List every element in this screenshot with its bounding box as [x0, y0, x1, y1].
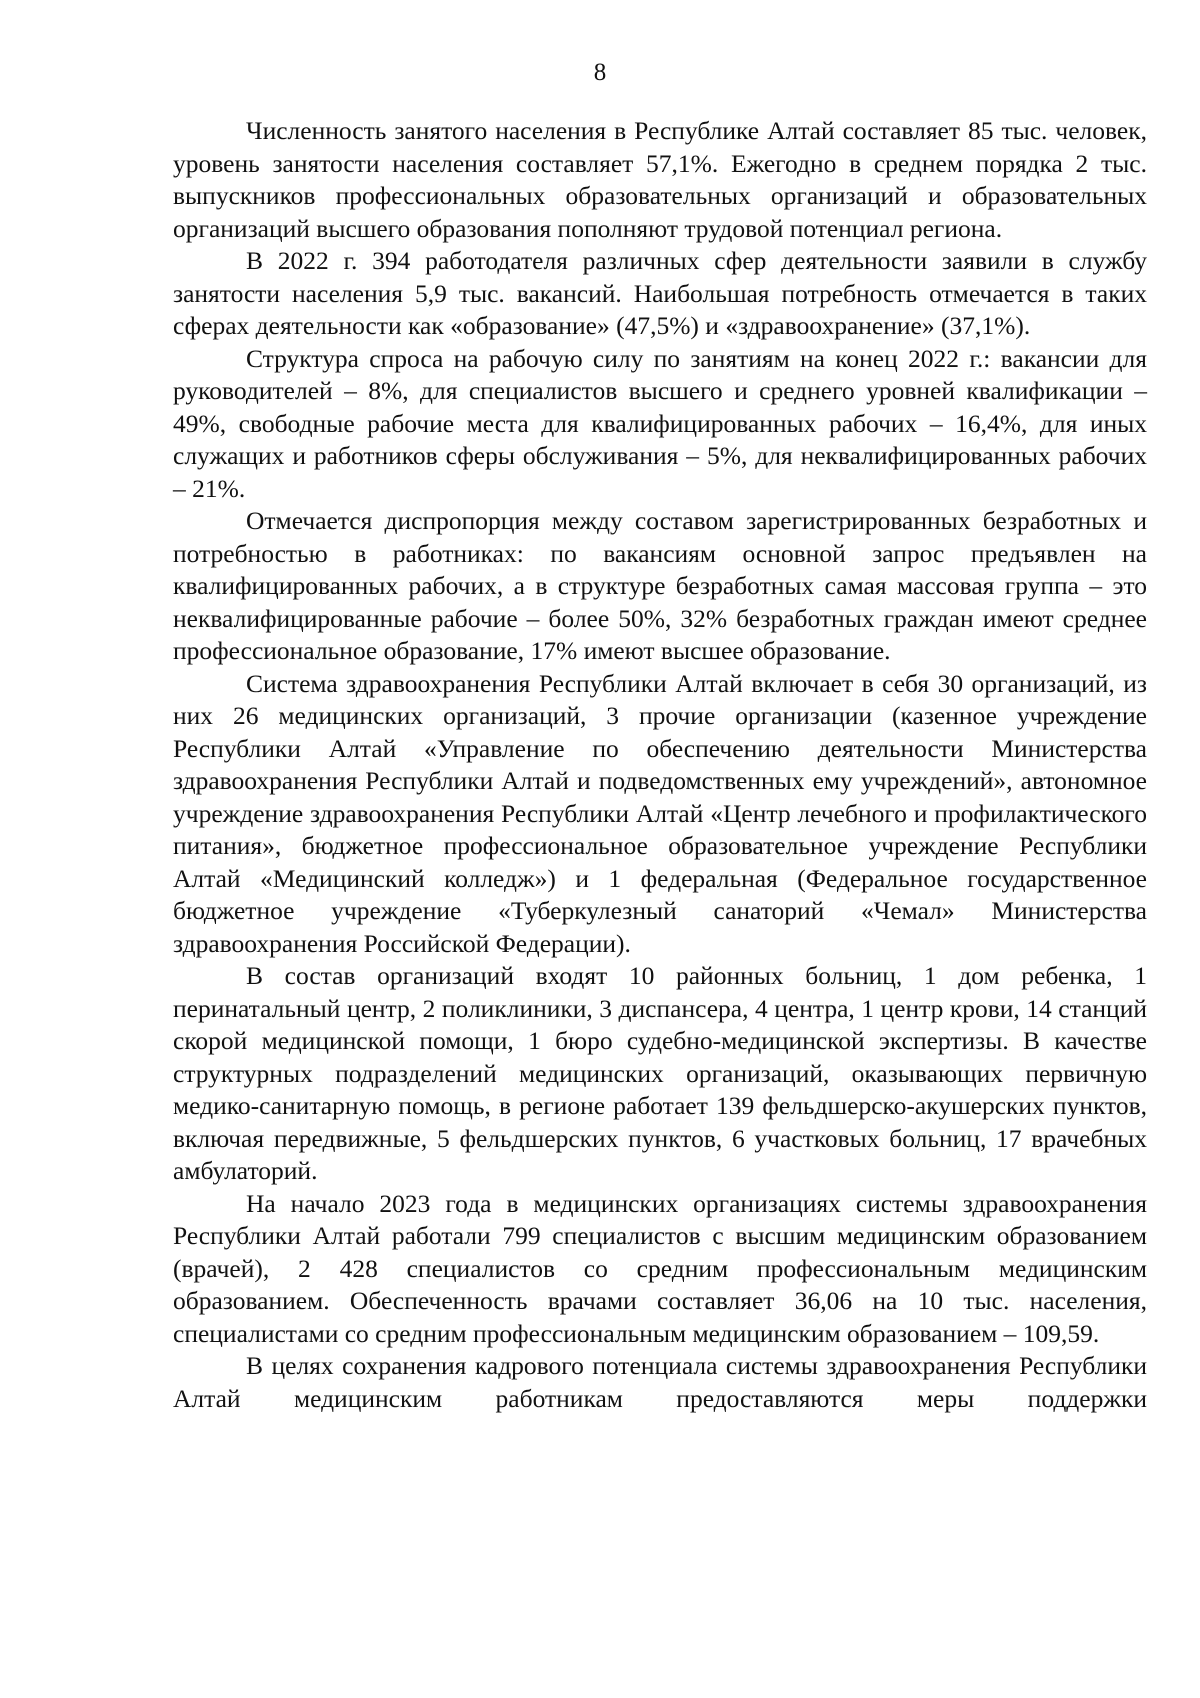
paragraph-disproportion: Отмечается диспропорция между составом зарегистрированных безработных и потребностью в работниках: по вакансиям основной запрос предъявлен на квалифицированных рабочих, а в структуре безработных самая массовая группа – это неквалифицированные рабочие – более 50%, 32% безработных граждан имеют среднее профессиональное образование, 17% имеют высшее образование. — [173, 506, 1147, 665]
paragraph-healthcare-system: Система здравоохранения Республики Алтай включает в себя 30 организаций, из них 26 медицинских организаций, 3 прочие организации (казенное учреждение Республики Алтай «Управление по обеспечению деятельности Министерства здравоохранения Республики Алтай и подведомственных ему учреждений», автономное учреждение здравоохранения Республики Алтай «Центр лечебного и профилактического питания», бюджетное профессиональное образовательное учреждение Республики Алтай «Медицинский колледж») и 1 федеральная (Федеральное государственное бюджетное учреждение «Туберкулезный санаторий «Чемал» Министерства здравоохранения Российской Федерации). — [173, 668, 1147, 958]
page-number: 8 — [593, 59, 607, 86]
paragraph-organizations: В состав организаций входят 10 районных больниц, 1 дом ребенка, 1 перинатальный центр, 2 поликлиники, 3 диспансера, 4 центра, 1 центр крови, 14 станций скорой медицинской помощи, 1 бюро судебно-медицинской экспертизы. В качестве структурных подразделений медицинских организаций, оказывающих первичную медико-санитарную помощь, в регионе работает 139 фельдшерско-акушерских пунктов, включая передвижные, 5 фельдшерских пунктов, 6 участковых больниц, 17 врачебных амбулаторий. — [173, 961, 1147, 1185]
paragraph-staffing: На начало 2023 года в медицинских организациях системы здравоохранения Республики Алтай работали 799 специалистов с высшим медицинским образованием (врачей), 2 428 специалистов со средним профессиональным медицинским образованием. Обеспеченность врачами составляет 36,06 на 10 тыс. населения, специалистами со средним профессиональным медицинским образованием – 109,59. — [173, 1188, 1147, 1348]
document-body — [173, 115, 1147, 1415]
paragraph-vacancies: В 2022 г. 394 работодателя различных сфер деятельности заявили в службу занятости населения 5,9 тыс. вакансий. Наибольшая потребность отмечается в таких сферах деятельности как «образование» (47,5%) и «здравоохранение» (37,1%). — [173, 246, 1147, 340]
paragraph-support-measures: В целях сохранения кадрового потенциала системы здравоохранения Республики Алтай медицинским работникам предоставляются меры поддержки — [173, 1351, 1147, 1413]
paragraph-demand-structure: Структура спроса на рабочую силу по занятиям на конец 2022 г.: вакансии для руководителей – 8%, для специалистов высшего и среднего уровней квалификации – 49%, свободные рабочие места для квалифицированных рабочих – 16,4%, для иных служащих и работников сферы обслуживания – 5%, для неквалифицированных рабочих – 21%. — [173, 343, 1147, 503]
paragraph-employment: Численность занятого населения в Республике Алтай составляет 85 тыс. человек, уровень занятости населения составляет 57,1%. Ежегодно в среднем порядка 2 тыс. выпускников профессиональных образовательных организаций и образовательных организаций высшего образования пополняют трудовой потенциал региона. — [173, 116, 1147, 243]
